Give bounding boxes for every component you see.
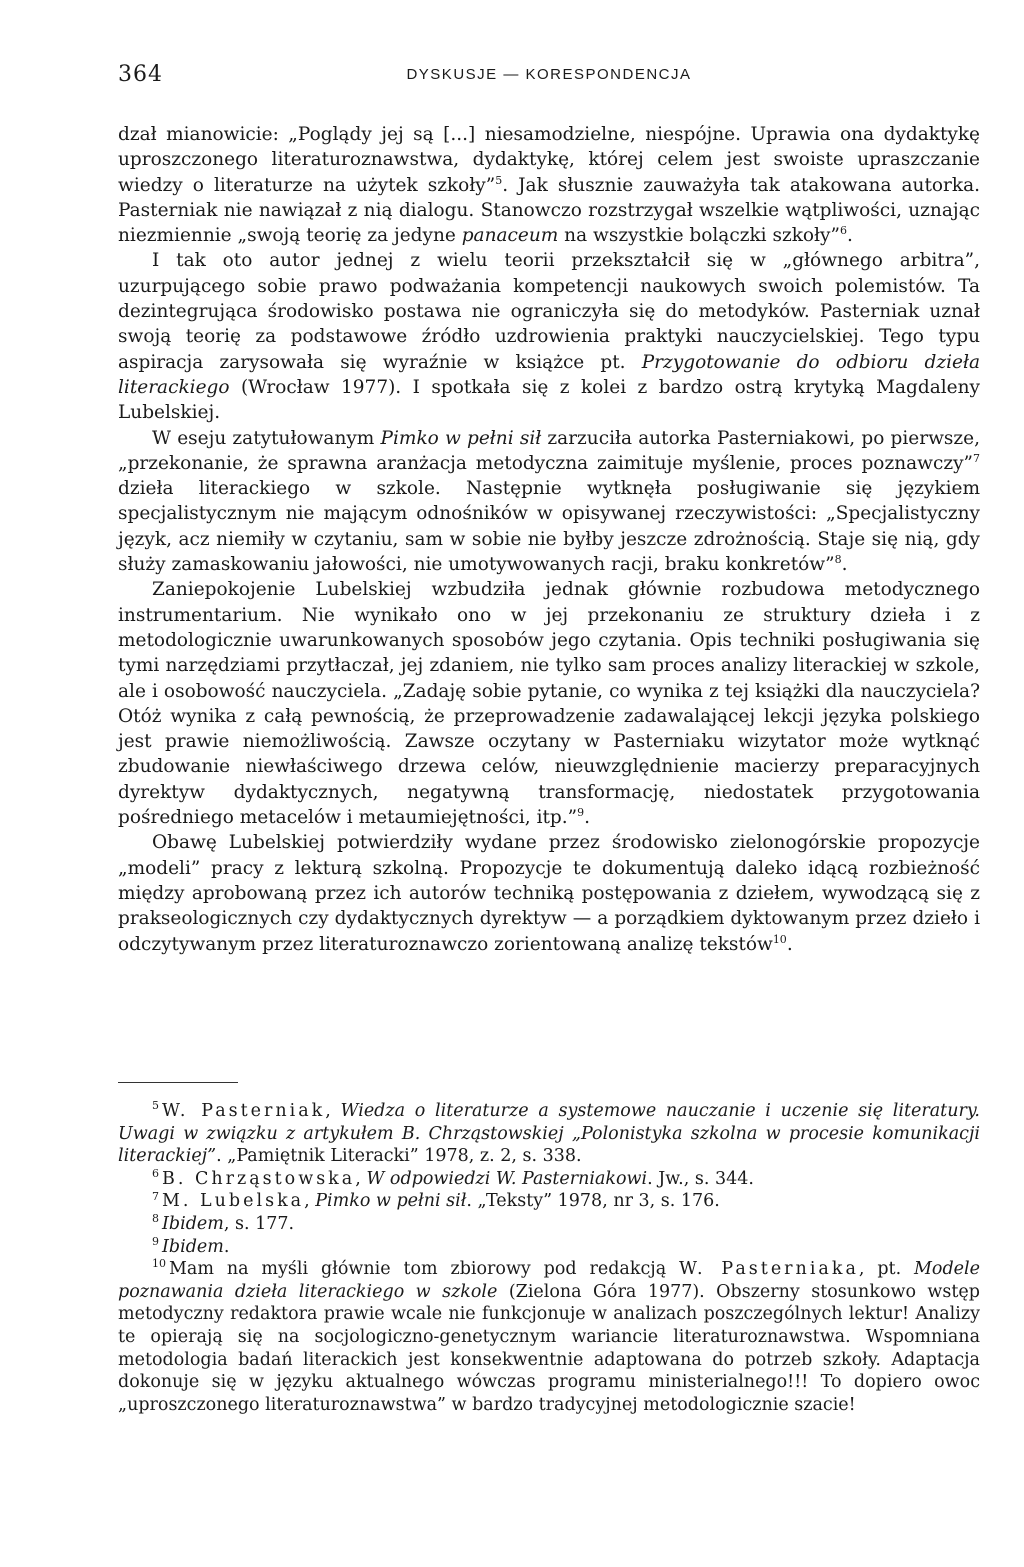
footnote-mark: 7 [152,1189,159,1203]
text-run: , pt. [858,1259,915,1280]
text-run: . „Pamiętnik Literacki” 1978, z. 2, s. 338. [216,1146,582,1167]
footnote-mark: 8 [152,1212,159,1226]
author-name: B. Chrząstowska [162,1168,356,1189]
paragraph-1 [118,122,980,248]
text-run: , s. 177. [223,1213,295,1234]
footnote-mark: 10 [152,1257,166,1271]
italic-term: panaceum [461,225,559,247]
text-run: . [786,933,793,955]
footnote-8 [118,1213,980,1236]
work-title: Ibidem [162,1236,224,1257]
author-name: M. Lubelska [162,1191,305,1212]
text-run: dzał mianowicie: „Poglądy jej są [...] niesamodzielne, niespójne. Uprawia ona dydaktykę uproszczonego literaturoznawstwa, dydaktykę, której celem jest swoiste upraszczanie wiedzy o literaturze na użytek szkoły” [118,124,980,196]
text-run: na wszystkie bolączki szkoły” [558,225,840,247]
text-run: . Jw., s. 344. [647,1168,754,1189]
footnote-10 [118,1258,980,1416]
footnote-ref-5: 5 [495,173,503,187]
work-title: Modele poznawania dzieła literackiego w szkole [118,1259,980,1302]
text-run: , [325,1101,341,1121]
text-run: W eseju zatytułowanym [152,427,381,449]
work-title: W odpowiedzi W. Pasterniakowi [366,1168,648,1189]
footnote-mark: 9 [152,1234,159,1248]
footnote-9 [118,1236,980,1259]
text-run: . [846,225,853,247]
text-run: (Wrocław 1977). I spotkała się z kolei z bardzo ostrą krytyką Magdaleny Lubelskiej. [118,376,980,424]
footnote-7 [118,1190,980,1213]
author-name: W. Pasterniak [162,1101,326,1121]
text-run: zarzuciła autorka Pasterniakowi, po pierwsze, „przekonanie, że sprawna aranżacja metodyczna zaimituje myślenie, proces poznawczy” [118,427,981,474]
work-title: Pimko w pełni sił [315,1191,467,1212]
text-run: Zaniepokojenie Lubelskiej wzbudziła jednak głównie rozbudowa metodycznego instrumentarium. Nie wynikało ono w jej przekonaniu ze struktury dzieła i z metodologicznie uwarunkowanych sposobów jego czytania. Opis techniki posługiwania się tymi narzędziami przytłaczał, jej zdaniem, nie tylko sam proces analizy literackiej w szkole, ale i osobowość nauczyciela. „Zadaję sobie pytanie, co wynika z tej książki dla nauczyciela? Otóż wynika z całą pewnością, że przeprowadzenie zadawalającej lekcji języka polskiego jest prawie niemożliwością. Zawsze oczytany w Pasterniaku wizytator może wytknąć zbudowanie niewłaściwego drzewa celów, nieuwzględnienie macierzy preparacyjnych dyrektyw dydaktycznych, negatywną transformację, niedostatek przygotowania pośredniego metacelów i metaumiejętności, itp.” [118,579,980,829]
text-run: . [223,1236,230,1257]
footnote-ref-6: 6 [839,224,847,238]
paragraph-2 [118,248,980,425]
text-run: Mam na myśli głównie tom zbiorowy pod redakcją [169,1259,680,1280]
author-name: W. Pasterniaka [679,1259,859,1280]
footnotes [118,1100,980,1416]
text-run: I tak oto autor jednej z wielu teorii przekształcił się w „głównego arbitra”, uzurpującego sobie prawo podważania kompetencji naukowych swoich polemistów. Ta dezintegrująca środowisko postawa nie ograniczyła się do metodyków. Pasterniak uznał swoją teorię za podstawowe źródło uzdrowienia praktyki nauczycielskiej. Tego typu aspiracja zarysowała się wyraźnie w książce pt. [118,250,980,373]
paragraph-3 [118,426,980,578]
footnote-ref-10: 10 [772,932,787,946]
text-run: . „Teksty” 1978, nr 3, s. 176. [466,1191,720,1212]
footnote-divider [118,1082,238,1083]
footnote-5 [118,1100,980,1168]
text-run: , [304,1191,316,1212]
text-run: , [355,1168,367,1189]
essay-title: Pimko w pełni sił [380,427,542,449]
paragraph-5 [118,830,980,956]
page-header [118,62,980,102]
text-run: dzieła literackiego w szkole. Następnie wytknęła posługiwanie się językiem specjalistycznym nie mającym odnośników w opisywanej rzeczywistości: „Specjalistyczny język, acz niemiły w czytaniu, sam w sobie nie byłby jeszcze zdrożnością. Staje się nią, gdy służy zamaskowaniu jałowości, nie umotywowanych racji, braku konkretów” [118,478,980,576]
footnote-6 [118,1168,980,1191]
paragraph-4 [118,577,980,830]
main-text [118,122,980,957]
footnote-mark: 6 [152,1166,159,1180]
running-head: DYSKUSJE — KORESPONDENCJA [406,66,692,83]
text-run: . [841,554,848,576]
footnote-ref-8: 8 [834,552,842,566]
text-run: . Jak słusznie zauważyła tak atakowana autorka. Pasterniak nie nawiązał z nią dialogu. Stanowczo rozstrzygał wszelkie wątpliwości, uznając niezmiennie „swoją teorię za jedyne [118,174,980,247]
work-title: Wiedza o literaturze a systemowe nauczanie i uczenie się literatury. Uwagi w związku z artykułem B. Chrząstowskiej „Polonistyka szkolna w procesie komunikacji literackiej” [118,1101,980,1167]
book-title: Przygotowanie do odbioru dzieła literackiego [118,351,980,398]
footnote-ref-9: 9 [577,805,585,819]
text-run: Obawę Lubelskiej potwierdziły wydane przez środowisko zielonogórskie propozycje „modeli” pracy z lekturą szkolną. Propozycje te dokumentują daleko idącą rozbieżność między aprobowaną przez ich autorów techniką postępowania z dziełem, wywodzącą się z prakseologicznych czy dydaktycznych dyrektyw — a porządkiem dyktowanym przez dzieło i odczytywanym przez literaturoznawczo zorientowaną analizę tekstów [118,832,980,955]
work-title: Ibidem [162,1213,224,1234]
footnote-ref-7: 7 [973,451,980,465]
text-run: (Zielona Góra 1977). Obszerny stosunkowo wstęp metodyczny redaktora prawie wcale nie funkcjonuje w analizach poszczególnych lektur! Analizy te opierają się na socjologiczno-genetycznym wariancie literaturoznawstwa. Wspomniana metodologia badań literackich jest konsekwentnie adaptowana do potrzeb szkoły. Adaptacja dokonuje się w języku aktualnego wówczas programu ministerialnego!!! To dopiero owoc „uproszczonego literaturoznawstwa” w bardzo tradycyjnej metodologicznie szacie! [118,1281,980,1415]
text-run: . [584,807,590,829]
page-number: 364 [118,62,163,87]
footnote-mark: 5 [152,1099,159,1113]
